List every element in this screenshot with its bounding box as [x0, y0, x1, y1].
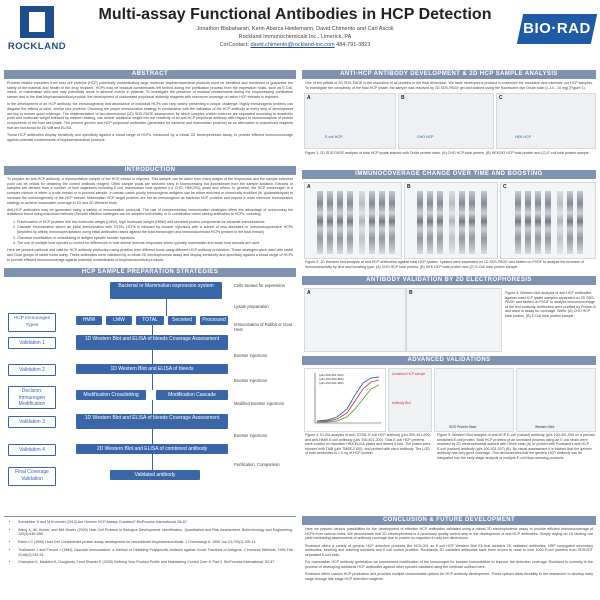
- conclusion-paragraph: Rockland offers a variety of generic HCP detection products like HCK-001 an E.coli HCP Western Blot Kit that contains 2D validated antibodies, HRP conjugated secondary antibodies, blocking and washing solutions and E.coli control proteins. Rockland's 2D validated antibodies have been shown to react to over 1000 E.coli proteins from SDS/2DT separated E.coli cells.: [305, 543, 593, 558]
- 1d-blot-panel-b: [404, 182, 498, 259]
- side-label-immunization: Immunization of Rabbit or Goat Host: [234, 322, 292, 332]
- stain-tag: SDS Protein Stain: [449, 425, 477, 429]
- modification-crosslinking-box: Modification Crosslinking: [76, 390, 146, 400]
- blot-tag: Antibody Blot: [392, 401, 411, 405]
- immunogen-secreted-box: Secreted: [168, 316, 196, 325]
- side-label-booster: Booster injections: [234, 378, 268, 383]
- blot-lane: [417, 191, 423, 254]
- validation-3-label: Validation 3: [8, 416, 56, 428]
- elisa-chart: [305, 369, 385, 431]
- blot-lane: [469, 191, 475, 254]
- anti-hcp-heading: ANTI-HCP ANTIBODY DEVELOPMENT & 2D HCP SAMPLE ANALYSIS: [302, 70, 596, 79]
- immunogen-processed-box: Processed: [200, 316, 228, 325]
- 2d-gel-panel-a: [304, 93, 396, 149]
- western-blot-panel: [516, 368, 596, 432]
- validation-4-box: 2D Western Blot and ELISA of combined antibody: [76, 444, 228, 454]
- elisa-chart-panel: [304, 368, 386, 432]
- blot-lane: [427, 191, 433, 254]
- conclusion-body: [302, 525, 596, 586]
- list-item: 1. Fractionation of HCP proteins into low molecular weight (LMW), high molecular weight (HMW) and secreted protein components for separate immunizations: [17, 220, 293, 225]
- introduction-section: [4, 166, 296, 266]
- poster-header: [0, 0, 600, 66]
- abstract-heading: ABSTRACT: [4, 70, 296, 79]
- validated-antibody-box: Validated antibody: [110, 470, 200, 480]
- blot-lane: [577, 191, 583, 254]
- figure-2-caption: Figure 2: 1D Western blot analysis of anti-HCP antibodies against total HCP lysates. Lysates were separated on 1D SDS-PAGE and blotted on PVDF to analyze the increase of immunoreactivity by time and boosting type. (A) CHO HCP total protein, (B) HEK HCP total protein and (C) E.Coli total protein sample.: [305, 260, 585, 269]
- side-label-purification: Purification, Comparison: [234, 462, 280, 467]
- blot-lane: [317, 191, 323, 254]
- abstract-paragraph: These HCP antibodies display sensitivity and specificity against a broad range of HCPs, measured by a robust 2D electrophoresis assay, to provide efficient immunocoverage against potential contaminants of biopharmaceutical products.: [7, 133, 293, 142]
- blot-lane: [379, 191, 385, 254]
- references-list: [4, 517, 296, 565]
- blot-lane: [481, 191, 487, 254]
- blot-lane: [369, 191, 375, 254]
- rockland-logo-mark-icon: [20, 6, 54, 38]
- blot-lane: [459, 191, 465, 254]
- flow-arrow: [152, 400, 153, 414]
- reference-item: • Wang X, AK Hunter, and NM Mozier (2009) Host Cell Proteins in Biologics Development: Identification, Quantitation and Risk Assessment. Biotechnology and Engineering, 103(3):446-458.: [18, 528, 293, 537]
- panel-sample-tag: HEK HCP: [515, 135, 531, 139]
- list-item: 4. The use of multiple host species to control for differences in host animal immune responses where typically mammalian and avian host animals are used: [17, 241, 293, 246]
- 2d-gel-panel-c: [496, 93, 596, 149]
- reference-item: • Schweitzer D and M Krummel (2010) Are Generic HCP Assays Outdated? BioProcess International, 58-87.: [18, 520, 293, 525]
- side-label-lysate: Lysate preparation: [234, 304, 269, 309]
- contact-prefix: CorContact:: [219, 42, 249, 48]
- blot-lane: [525, 191, 531, 254]
- 2d-gel-panel-b: [398, 93, 494, 149]
- advanced-heading: ADVANCED VALIDATIONS: [302, 356, 596, 365]
- sds-stain-panel: [434, 368, 514, 432]
- 1d-blot-panel-a: [304, 182, 402, 259]
- legend-entry: (μl/s 200-401-980): [319, 381, 344, 385]
- conclusion-section: [302, 516, 596, 596]
- blot-lane: [449, 191, 455, 254]
- blot-lane: [337, 191, 343, 254]
- validation-3-box: 1D Western Blot and ELISA of bleeds Coverage Assessment: [76, 414, 228, 429]
- list-item: 3. Chemical modification or crosslinking of antigen specific booster injections: [17, 236, 293, 241]
- conclusion-paragraph: Rockland offers custom HCP production and provides multiple customizable options for HCP antibody development. These options allow flexibility to the researcher to develop early stage through late stage HCP detection reagents.: [305, 572, 593, 581]
- side-label-booster: Booster injections: [234, 433, 268, 438]
- panel-label: B: [407, 184, 411, 190]
- poster-contact: [80, 42, 510, 48]
- conclusion-paragraph: For mammalian HCP antibody generation we recommend modification of the immunogen for booster immunization to improve the detection coverage. Rockland is currently in the process of developing additional HCP antibodies against other species validated using the methods outlined here.: [305, 560, 593, 569]
- reference-item: • Thalhamer J and Freund J (1984) Cascade immunization: a Method of Obtaining Polyspecific Antisera against Crude Fractions of Antigens. J Immunol Methods, 1984 Feb 10;66(2):245-51.: [18, 548, 293, 557]
- figure-4-caption: Figure 4: ELISA analysis of anti-TOTAL E.coli HCP antibody (μl/s 300-401-900) and anti-HMW E.coli antibody (μl/s 200-401-200). Total E.coli HCP proteins were coated on microtiter HBX ELISA plates and titered 5 fold. The plates were blocked with TMB (μl/s TMBE-0100), and probed with each antibody. The LOD of both antibodies is < 5 ng of HCP protein.: [305, 433, 431, 455]
- side-label-booster: Booster injections: [234, 353, 268, 358]
- introduction-paragraph: Here we present methods and data for HCP antibody production using proteins from different hosts using different HCP antibody production. These strategies were used with rabbit and Goat groups of rabbit hosts using. These antibodies were validated by a robust 2D electrophoresis assay and display sensitivity and specificity against a broad range of HCPs to provide efficient immunocoverage against potential contaminants of biopharmaceutical products.: [7, 248, 293, 262]
- blot-lane: [437, 191, 443, 254]
- biorad-logo: [517, 14, 597, 44]
- reference-item: • Champion K, Madden H, Dougherty J and Shacter E (2005) Defining Your Product Profile and Maintaining Control Over It, Part 2. BioProcess International, 52-57.: [18, 560, 293, 565]
- flow-arrow: [166, 298, 167, 316]
- immunogen-total-box: TOTAL: [136, 316, 164, 325]
- blot-lane: [515, 191, 521, 254]
- strategies-heading: HCP SAMPLE PREPARATION STRATEGIES: [4, 268, 296, 277]
- blot-lane: [389, 191, 395, 254]
- validation-4-label: Validation 4: [8, 444, 56, 456]
- decision-label: Decision: Immunogen Modification: [8, 386, 56, 409]
- blot-lane: [327, 191, 333, 254]
- introduction-paragraph: Anti-HCP antibodies may be generated using a variety of immunization protocols. The use of complementary immunization strategies offers the advantage of overcoming the limitations found using individual methods (Several effective strategies can be adopted individually or in combination when raising antibodies to HCPs, including:: [7, 207, 293, 217]
- poster-authors: Jonathon Blabaharan, Kerin Abarca Heidemann, David Chimento and Carl Ascoli: [196, 26, 394, 32]
- contact-phone: 484-791-3823: [336, 42, 371, 48]
- abstract-paragraph: In the development of an HCP antibody, the immunogenicity and abundance of individual HCPs can vary, widely presenting a unique challenge. Highly immunogenic proteins can disguise the effects of other, similar size proteins. Choosing the proper immunization strategy in combination with the validation of the HCP antibody at every step of development are key to ensure good coverage. The implementation of two-dimensional (2D) SDS-PAGE assessment, by which complex protein mixtures are separated according to isoelectric point and molecular weight followed by western blotting, can deliver additional insight into the reactivity of an anti-HCP polyclonal antibody with respect to immunocapture of protein components of the host cell lysate. The present generic anti-HCP polyclonal antibodies (generated for bacterial and mammalian proteins) as an alternative to customized reagents that are functional for 2D WB and ELISA.: [7, 102, 293, 130]
- immunocoverage-heading: IMMUNOCOVERAGE CHANGE OVER TIME AND BOOSTING: [302, 170, 596, 179]
- rockland-logo: [6, 6, 68, 62]
- immunogen-hmw-box: HMW: [76, 316, 102, 325]
- validation-2-label: Validation 2: [8, 364, 56, 376]
- poster-title: Multi-assay Functional Antibodies in HCP Detection: [98, 6, 492, 23]
- figure-5-caption: Figure 5: Western Blot analysis of anti-HCP E.coli (variant) antibody (μl/s 100-401-005 on a precast unstained E.coli protein. Total HCP proteins of an unrelated process using an E.coli strain were resolved by 2D electrophoresis stained with Oriole stain (A) or probed with Rockland's anti-HCP E.coli (variant) antibody (μl/s 100-401-007) (B). By visual assessment it is evident that the generic antibody has very good coverage. This demonstrates that the generic HCP antibody can be integrated into the early stage analysis of multiple E.coli bioprocessing products.: [437, 433, 595, 460]
- side-label-cells: Cells treated for expression: [234, 283, 285, 288]
- panel-label: B: [409, 290, 413, 296]
- biorad-logo-text: BIO·RAD: [523, 20, 591, 37]
- introduction-strategy-list: [17, 220, 293, 247]
- blot-lane: [557, 191, 563, 254]
- panel-label: A: [307, 184, 311, 190]
- rockland-logo-text: ROCKLAND: [7, 41, 67, 52]
- validation-2d-heading: ANTIBODY VALIDATION BY 2D ELECTROPHORESIS: [302, 276, 596, 285]
- introduction-paragraph: To prepare an anti-HCP antibody, a representative sample of the HCP extract is required. This sample can be taken from many stages of the bioprocess and the sample selection point can be critical for obtaining the correct antibody reagent. Often sample pools are selected early in bioprocessing but downstream from the sample isolation. Extracts or samples are derived from a number of host organisms including E.coli, mammalian host systems (i.e CHO, HEK293), yeast and others. In general, the HCP immunogen is a complex mixture of either a crude extract or in-process sample. In certain cases poorly immunogenic antigens can be either enriched or chemically modified (ie. glutaraldehyde) to increase the immunogenicity of the HCP extract. Mammalian HCP target proteins are not as immunogenic as bacterial HCP proteins and require a more intensive immunization strategy to achieve reasonable coverage in 1D and 2D Western blots.: [7, 177, 293, 205]
- immunogen-types-label: HCP Immunogen Types: [8, 313, 56, 332]
- final-coverage-label: Final Coverage Validation: [8, 467, 56, 486]
- figure-3-caption: Figure 3: Western blot analysis of anti-HCP antibodies against total HCP lysate samples separated on 2D SDS-PAGE and blotted on PVDF to analyze immunocoverage of the test antibody. Antibodies were purified by Protein A and used to assay for coverage. Wells: (A) CHO HCP total protein, (B) E.Coli total protein sample.: [505, 291, 596, 318]
- poster-affiliation: Rockland Immunochemicals Inc., Limerick, PA: [238, 34, 352, 40]
- validation-1-box: 1D Western Blot and ELISA of bleeds Coverage Assessment: [76, 335, 228, 350]
- blot-lane: [359, 191, 365, 254]
- flow-arrow: [152, 428, 153, 444]
- blot-tag: Unstained HCP sample: [392, 372, 426, 376]
- list-item: 2. Cascade immunization where an initial immunization with TOTAL HCPs is followed by booster injections with a subset of less abundant or immunosuppressive HCPs (depleted by affinity immunoprecipitation using initial antibodies raised against the total immunogen and immunodominant HCPs present in the total extract): [17, 225, 293, 234]
- panel-label: A: [307, 290, 311, 296]
- panel-label: A: [307, 95, 311, 101]
- 1d-blot-panel-c: [500, 182, 596, 259]
- modification-cascade-box: Modification Cascade: [156, 390, 228, 400]
- references-section: [4, 516, 296, 597]
- flow-arrow: [152, 454, 153, 470]
- blot-lane: [535, 191, 541, 254]
- introduction-heading: INTRODUCTION: [4, 166, 296, 175]
- side-label-modified-booster: Modified Booster injections: [234, 401, 285, 406]
- hcp-blot-panel: [388, 368, 432, 432]
- validation-1-label: Validation 1: [8, 337, 56, 349]
- panel-label: B: [401, 95, 405, 101]
- flow-arrow: [152, 349, 153, 364]
- blot-lane: [545, 191, 551, 254]
- elisa-legend: [319, 373, 344, 385]
- abstract-section: [4, 70, 296, 142]
- figure-1-caption: Figure 1: 2D SDS-PAGE analysis of total HCP lysate stained with Oriole protein stain. (A) CHO HCP total protein, (B) HEK293 HCP total protein and (C) E.coli total protein sample.: [305, 151, 590, 155]
- panel-sample-tag: CHO HCP: [417, 135, 434, 139]
- expression-system-box: Bacterial or Mammalian expression system: [110, 282, 222, 299]
- introduction-body: [4, 175, 296, 267]
- reference-item: • Eaton LC (1995) Host Cell Contaminant protein assay development for recombinant biopharmaceuticals. J Chromatogr A. 1995 Jun 23;705(1):105-14.: [18, 540, 293, 545]
- validation-2-box: 1D Western Blot and ELISA of bleeds: [76, 364, 228, 374]
- anti-hcp-body: One of the pitfalls of 2D SDS-PAGE is the resolution of all proteins in the final dimension. We have developed a protocol to maximize the resolution and minimize our HCP samples. To investigate the complexity of the total HCP lysate, the sample was resolved by 2D SDS-PAGE gel and stained using the fluorescent dye Oriole stain (L-10 - 10 mg) (Figure 1).: [305, 81, 593, 90]
- legend-entry: (μl/s 200-401-900): [319, 373, 344, 377]
- immunogen-lmw-box: LMW: [106, 316, 132, 325]
- legend-entry: (μl/s 200-403-880): [319, 377, 344, 381]
- panel-sample-tag: E.coli HCP: [325, 135, 343, 139]
- abstract-paragraph: Process related impurities from host cell proteins (HCP) potentially contaminating large molecule biopharmaceutical products must be identified and monitored to guarantee the safety of the material and health of the drug recipient. HCPs may be residual contaminants left behind during the purification process from the expression hosts, such as E.Coli, insect, or mammalian cells and may potentially result in adverse events in patients. To investigate the presence of residual contaminants during the bioprocessing purification stream and in the final biopharmaceutical product, the development of customized polyclonal antibody reagents with maximum coverage of native HCP extracts is required.: [7, 81, 293, 100]
- elisa-series-line: [317, 385, 379, 422]
- panel-label: C: [503, 184, 507, 190]
- stain-tag: Western Blot: [535, 425, 555, 429]
- 2d-blot-panel-b: [406, 288, 502, 352]
- conclusion-paragraph: Here we present various possibilities for the development of effective HCP antibodies validated using a robust 2D electrophoresis assay to provide efficient immunocoverage of HCPs from various hosts. We demonstrate that 2D electrophoresis is a necessary quality control step in the development of anti-HCP antibodies. Simply relying on 1D binding can yield misleading assessments of antibody coverage due to protein co-migration in only two dimensions.: [305, 527, 593, 541]
- flow-arrow: [152, 374, 153, 390]
- conclusion-heading: CONCLUSION & FUTURE DEVELOPMENT: [302, 516, 596, 525]
- blot-lane: [347, 191, 353, 254]
- 2d-blot-panel-a: [304, 288, 406, 352]
- flow-arrow: [152, 325, 153, 335]
- blot-lane: [567, 191, 573, 254]
- abstract-body: [4, 79, 296, 147]
- contact-email-link[interactable]: david.chimento@rockland-inc.com: [250, 42, 335, 48]
- panel-label: C: [499, 95, 503, 101]
